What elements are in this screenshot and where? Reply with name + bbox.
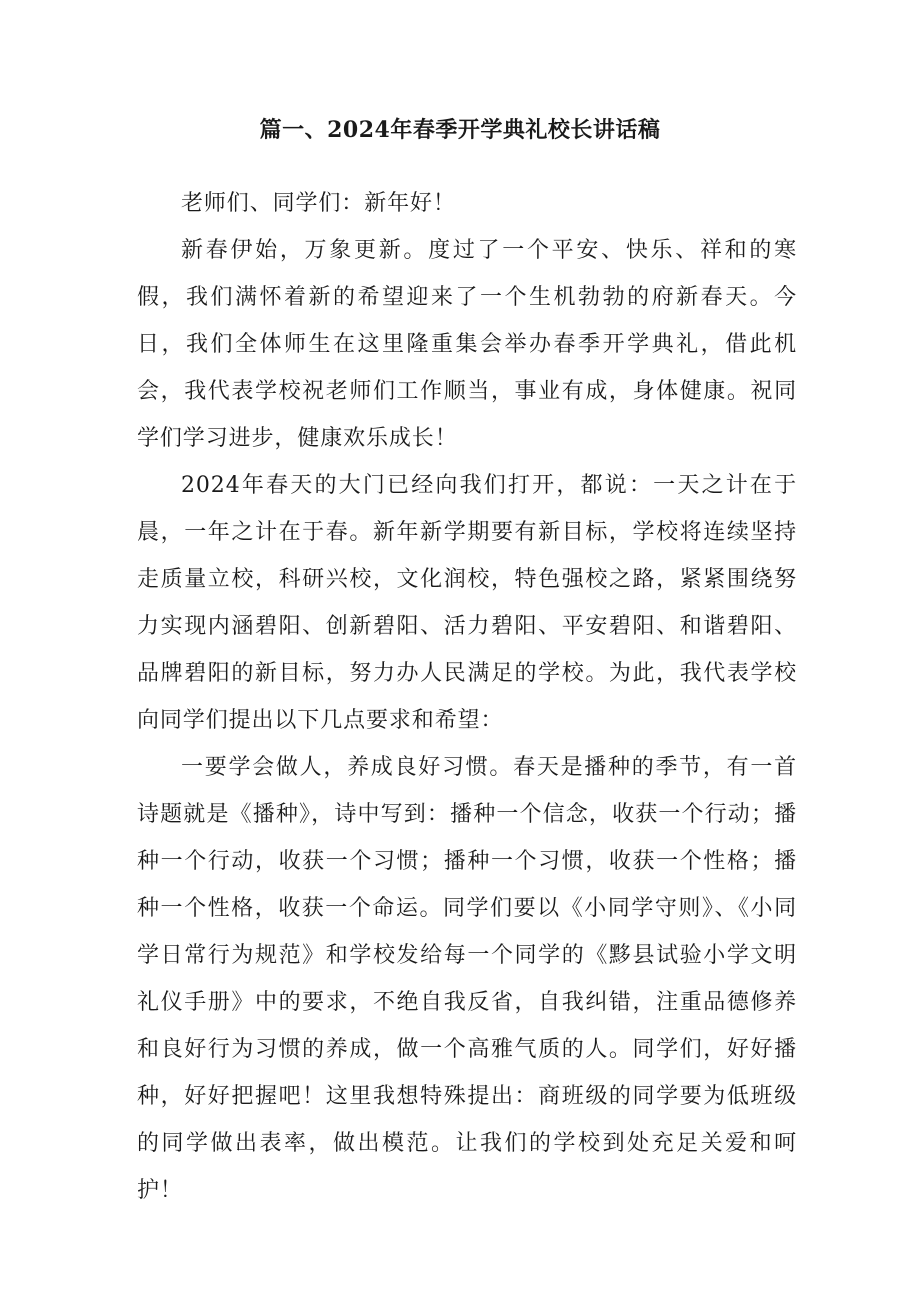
document-title: 篇一、2024年春季开学典礼校长讲话稿 bbox=[259, 117, 661, 143]
greeting-paragraph: 老师们、同学们：新年好！ bbox=[181, 191, 456, 216]
document-body bbox=[137, 180, 797, 1214]
requirement-one-paragraph: 一要学会做人，养成良好习惯。春天是播种的季节，有一首诗题就是《播种》，诗中写到：播种一个信念，收获一个行动；播种一个行动，收获一个习惯；播种一个习惯，收获一个性格；播种一个性格，收获一个命运。同学们要以《小同学守则》、《小同学日常行为规范》和学校发给每一个同学的《黟县试验小学文明礼仪手册》中的要求，不绝自我反省，自我纠错，注重品德修养和良好行为习惯的养成，做一个高雅气质的人。同学们，好好播种，好好把握吧！这里我想特殊提出：商班级的同学要为低班级的同学做出表率，做出模范。让我们的学校到处充足关爱和呵护！ bbox=[137, 755, 797, 1203]
goals-paragraph: 2024年春天的大门已经向我们打开，都说：一天之计在于晨，一年之计在于春。新年新学期要有新目标，学校将连续坚持走质量立校，科研兴校，文化润校，特色强校之路，紧紧围绕努力实现内涵碧阳、创新碧阳、活力碧阳、平安碧阳、和谐碧阳、品牌碧阳的新目标，努力办人民满足的学校。为此，我代表学校向同学们提出以下几点要求和希望： bbox=[137, 473, 797, 733]
opening-paragraph: 新春伊始，万象更新。度过了一个平安、快乐、祥和的寒假，我们满怀着新的希望迎来了一个生机勃勃的府新春天。今日，我们全体师生在这里隆重集会举办春季开学典礼，借此机会，我代表学校祝老师们工作顺当，事业有成，身体健康。祝同学们学习进步，健康欢乐成长！ bbox=[137, 238, 797, 451]
